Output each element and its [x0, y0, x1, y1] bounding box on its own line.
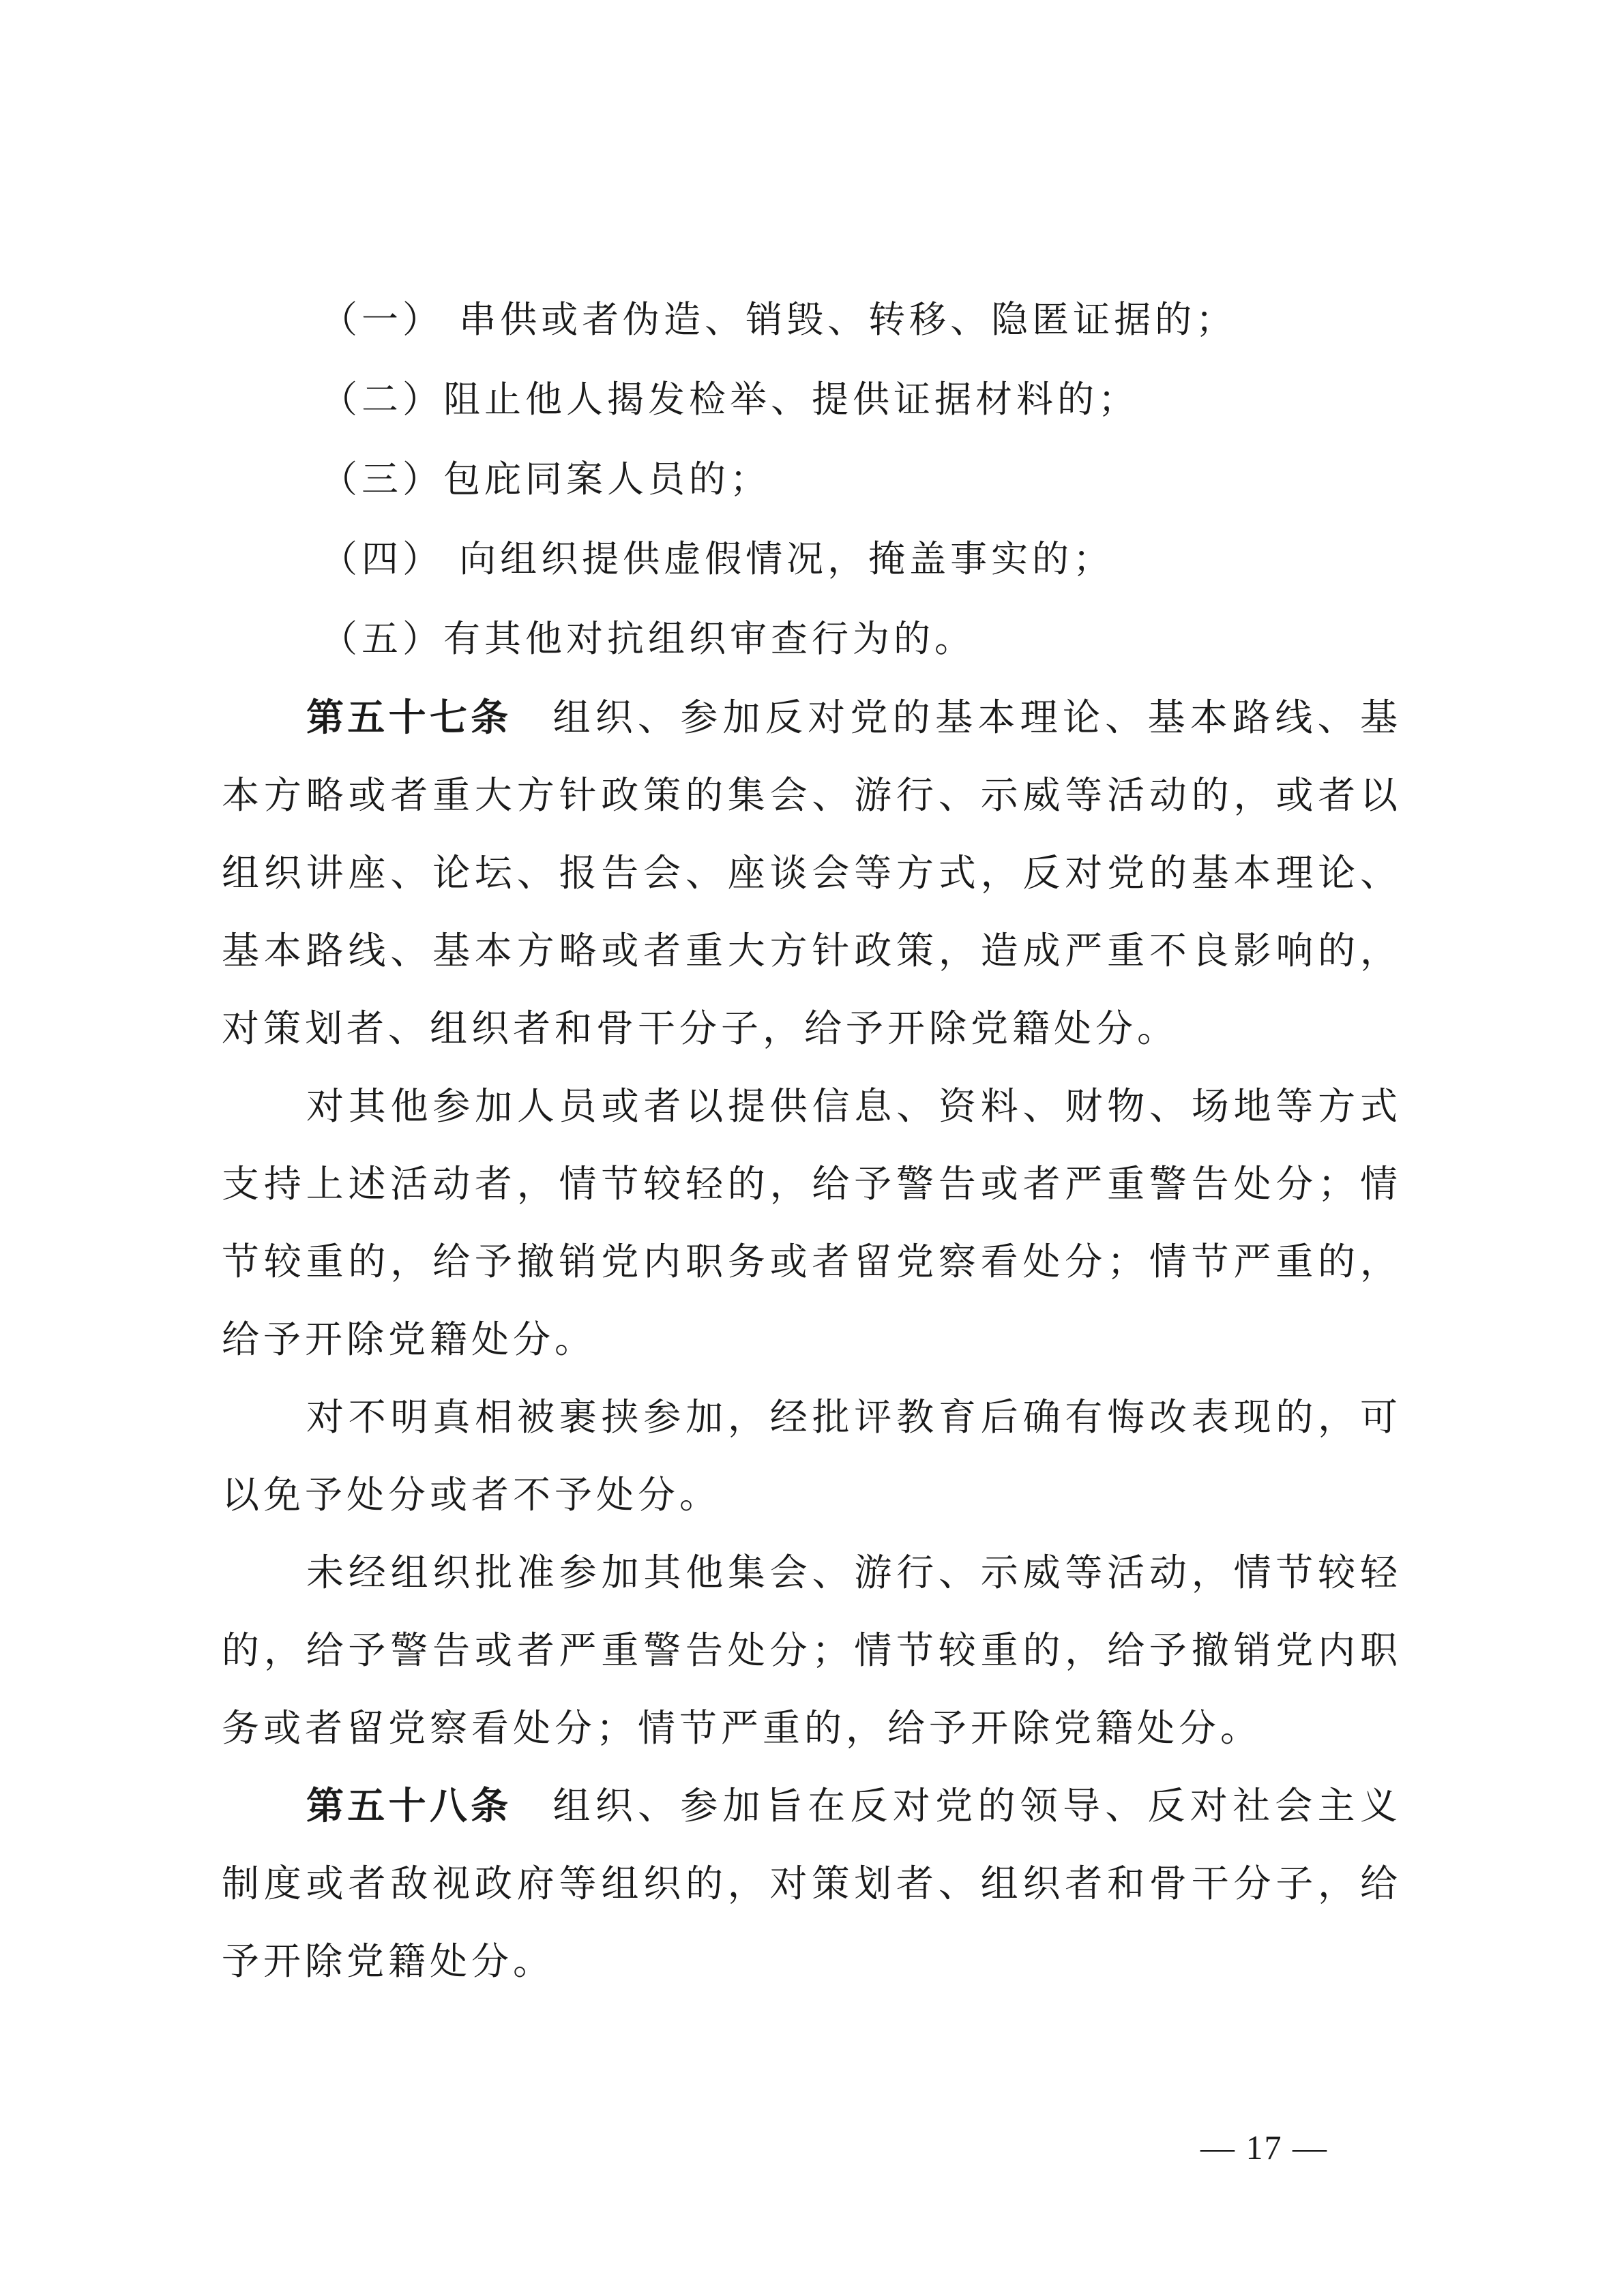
article-57-paragraph-3: 对不明真相被裹挟参加，经批评教育后确有悔改表现的，可以免予处分或者不予处分。 — [222, 1395, 1402, 1517]
article-58-title: 第五十八条 — [306, 1784, 512, 1828]
list-item-1: （一） 串供或者伪造、销毁、转移、隐匿证据的； — [321, 298, 1237, 341]
list-item-2: （二）阻止他人揭发检举、提供证据材料的； — [321, 378, 1139, 421]
article-57-paragraph-4: 未经组织批准参加其他集会、游行、示威等活动，情节较轻的，给予警告或者严重警告处分；情节较重的，给予撤销党内职务或者留党察看处分；情节严重的，给予开除党籍处分。 — [222, 1551, 1402, 1750]
article-58 — [222, 1767, 1402, 2000]
list-item-4: （四） 向组织提供虚假情况，掩盖事实的； — [321, 537, 1114, 580]
article-57 — [222, 679, 1402, 1067]
article-57-title: 第五十七条 — [306, 696, 512, 739]
article-57-paragraph-2: 对其他参加人员或者以提供信息、资料、财物、场地等方式支持上述活动者，情节较轻的，给予警告或者严重警告处分；情节较重的，给予撤销党内职务或者留党察看处分；情节严重的，给予开除党籍处分。 — [222, 1084, 1402, 1361]
page-number: — 17 — — [1200, 2128, 1328, 2166]
article-58-text: 组织、参加旨在反对党的领导、反对社会主义制度或者敌视政府等组织的，对策划者、组织者和骨干分子，给予开除党籍处分。 — [222, 1784, 1402, 1983]
list-item-5: （五）有其他对抗组织审查行为的。 — [321, 617, 975, 660]
document-body — [222, 280, 1402, 2000]
list-item-3: （三）包庇同案人员的； — [321, 458, 771, 501]
article-57-text: 组织、参加反对党的基本理论、基本路线、基本方略或者重大方针政策的集会、游行、示威等活动的，或者以组织讲座、论坛、报告会、座谈会等方式，反对党的基本理论、基本路线、基本方略或者重大方针政策，造成严重不良影响的，对策划者、组织者和骨干分子，给予开除党籍处分。 — [222, 696, 1402, 1050]
